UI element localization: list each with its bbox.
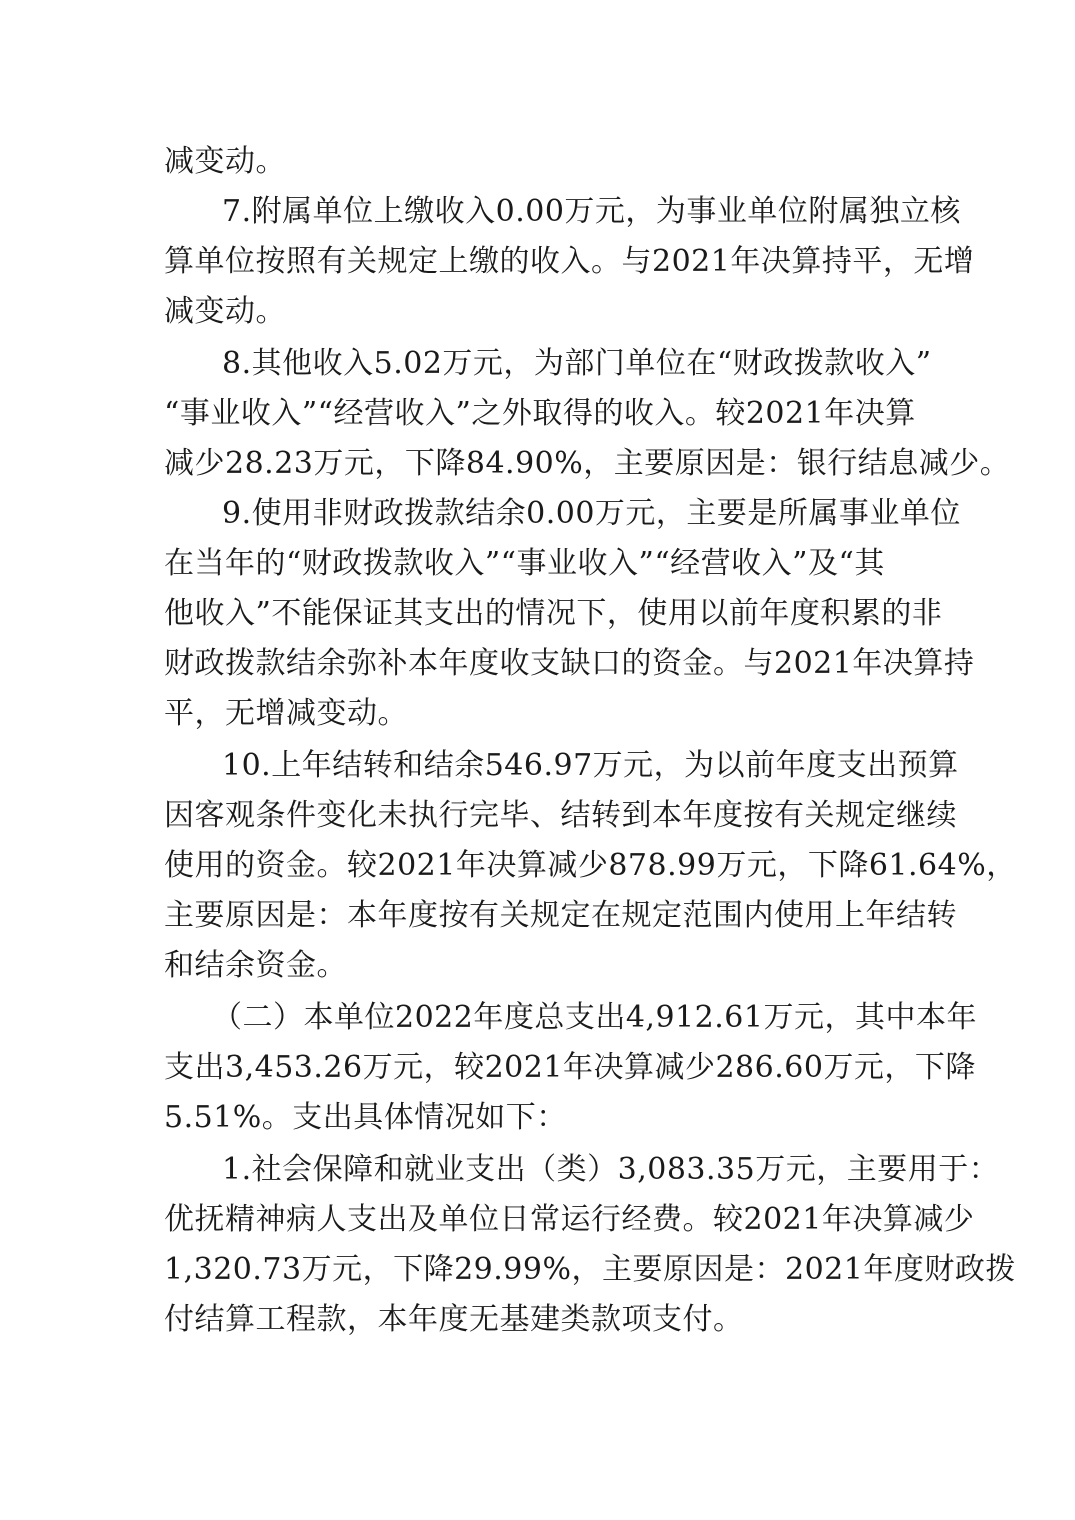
section-heading-expenditure: （二）本单位2022年度总支出4,912.61万元，其中本年 <box>212 1000 977 1035</box>
text-line: 在当年的“财政拨款收入”“事业收入”“经营收入”及“其 <box>164 546 885 581</box>
text-line: 减少28.23万元，下降84.90%，主要原因是：银行结息减少。 <box>164 446 1011 481</box>
text-line: 5.51%。支出具体情况如下： <box>164 1100 567 1135</box>
paragraph-item-9: 9.使用非财政拨款结余0.00万元，主要是所属事业单位 <box>222 496 961 531</box>
paragraph-item-1: 1.社会保障和就业支出（类）3,083.35万元，主要用于： <box>222 1152 1000 1187</box>
text-line: 财政拨款结余弥补本年度收支缺口的资金。与2021年决算持 <box>164 646 975 681</box>
text-line: 他收入”不能保证其支出的情况下，使用以前年度积累的非 <box>164 596 943 631</box>
text-line: 减变动。 <box>164 294 286 329</box>
paragraph-item-8: 8.其他收入5.02万元，为部门单位在“财政拨款收入” <box>222 346 932 381</box>
text-line: 因客观条件变化未执行完毕、结转到本年度按有关规定继续 <box>164 798 957 833</box>
text-line: 减变动。 <box>164 144 286 179</box>
text-line: 和结余资金。 <box>164 948 347 983</box>
paragraph-item-7: 7.附属单位上缴收入0.00万元，为事业单位附属独立核 <box>222 194 961 229</box>
text-line: 使用的资金。较2021年决算减少878.99万元，下降61.64%， <box>164 848 1017 883</box>
text-line: “事业收入”“经营收入”之外取得的收入。较2021年决算 <box>164 396 916 431</box>
text-line: 平，无增减变动。 <box>164 696 408 731</box>
text-line: 算单位按照有关规定上缴的收入。与2021年决算持平，无增 <box>164 244 975 279</box>
paragraph-item-10: 10.上年结转和结余546.97万元，为以前年度支出预算 <box>222 748 959 783</box>
text-line: 优抚精神病人支出及单位日常运行经费。较2021年决算减少 <box>164 1202 975 1237</box>
text-line: 1,320.73万元，下降29.99%，主要原因是：2021年度财政拨 <box>164 1252 1016 1287</box>
text-line: 付结算工程款，本年度无基建类款项支付。 <box>164 1302 744 1337</box>
text-line: 支出3,453.26万元，较2021年决算减少286.60万元，下降 <box>164 1050 976 1085</box>
text-line: 主要原因是：本年度按有关规定在规定范围内使用上年结转 <box>164 898 957 933</box>
